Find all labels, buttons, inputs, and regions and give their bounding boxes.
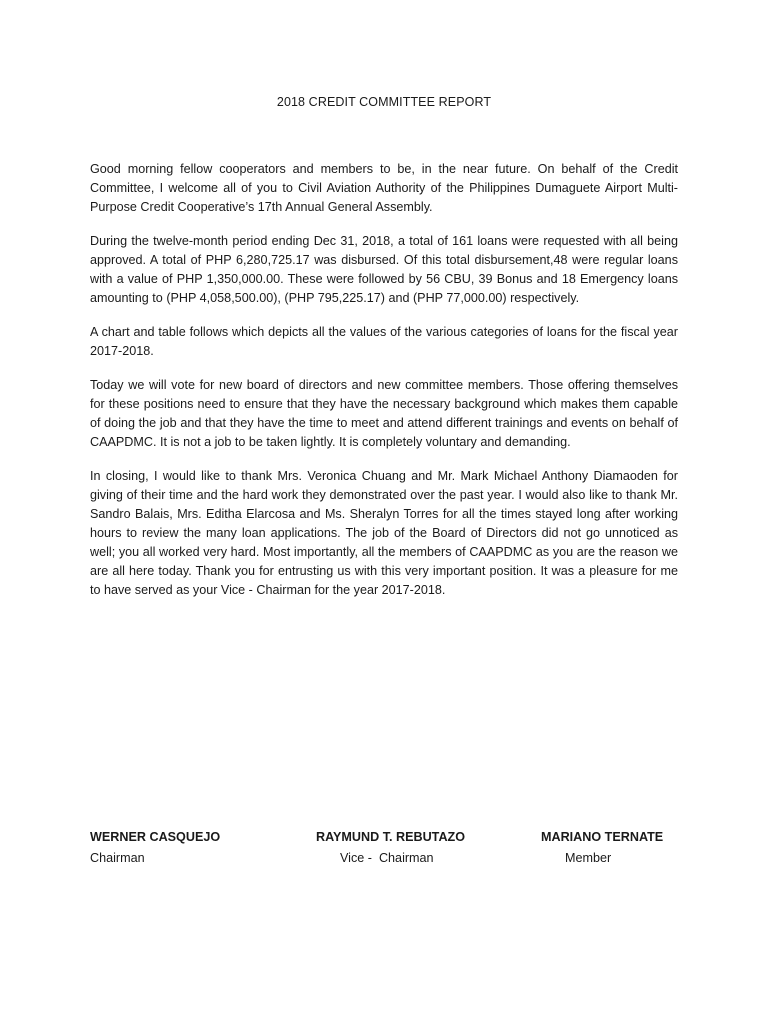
paragraph-greeting: Good morning fellow cooperators and members to be, in the near future. On behalf of the Credit Committee, I welcome all of you to Civil Aviation Authority of the Philippines Dumaguete Airport Multi-Purpose Credit Cooperative’s 17th Annual General Assembly. (90, 162, 678, 214)
report-title: 2018 CREDIT COMMITTEE REPORT (276, 95, 492, 109)
signature-block-chairman (90, 827, 220, 869)
signatory-name: MARIANO TERNATE (541, 830, 664, 844)
signatory-role: Chairman (90, 851, 145, 865)
signatory-role: Member (565, 851, 612, 865)
signatory-name: RAYMUND T. REBUTAZO (316, 830, 466, 844)
paragraph-election: Today we will vote for new board of directors and new committee members. Those offering themselves for these positions need to ensure that they have the necessary background which makes them capable of doing the job and that they have the time to meet and attend different trainings and events on behalf of CAAPDMC. It is not a job to be taken lightly. It is completely voluntary and demanding. (90, 378, 678, 449)
signatory-role: Vice - Chairman (340, 851, 434, 865)
report-body (90, 160, 678, 615)
signature-block-vice-chairman (316, 827, 465, 869)
paragraph-closing: In closing, I would like to thank Mrs. Veronica Chuang and Mr. Mark Michael Anthony Diamaoden for giving of their time and the hard work they demonstrated over the past year. I would also like to thank Mr. Sandro Balais, Mrs. Editha Elarcosa and Ms. Sheralyn Torres for all the times stayed long after working hours to review the many loan applications. The job of the Board of Directors did not go unnoticed as well; you all worked very hard. Most importantly, all the members of CAAPDMC as you are the reason we are all here today. Thank you for entrusting us with this very important position. It was a pleasure for me to have served as your Vice - Chairman for the year 2017-2018. (90, 469, 678, 597)
paragraph-chart-note: A chart and table follows which depicts all the values of the various categories of loans for the fiscal year 2017-2018. (90, 325, 678, 358)
paragraph-loan-summary: During the twelve-month period ending Dec 31, 2018, a total of 161 loans were requested with all being approved. A total of PHP 6,280,725.17 was disbursed. Of this total disbursement,48 were regular loans with a value of PHP 1,350,000.00. These were followed by 56 CBU, 39 Bonus and 18 Emergency loans amounting to (PHP 4,058,500.00), (PHP 795,225.17) and (PHP 77,000.00) respectively. (90, 234, 678, 305)
signature-block-member (541, 827, 663, 869)
signatory-name: WERNER CASQUEJO (90, 830, 221, 844)
